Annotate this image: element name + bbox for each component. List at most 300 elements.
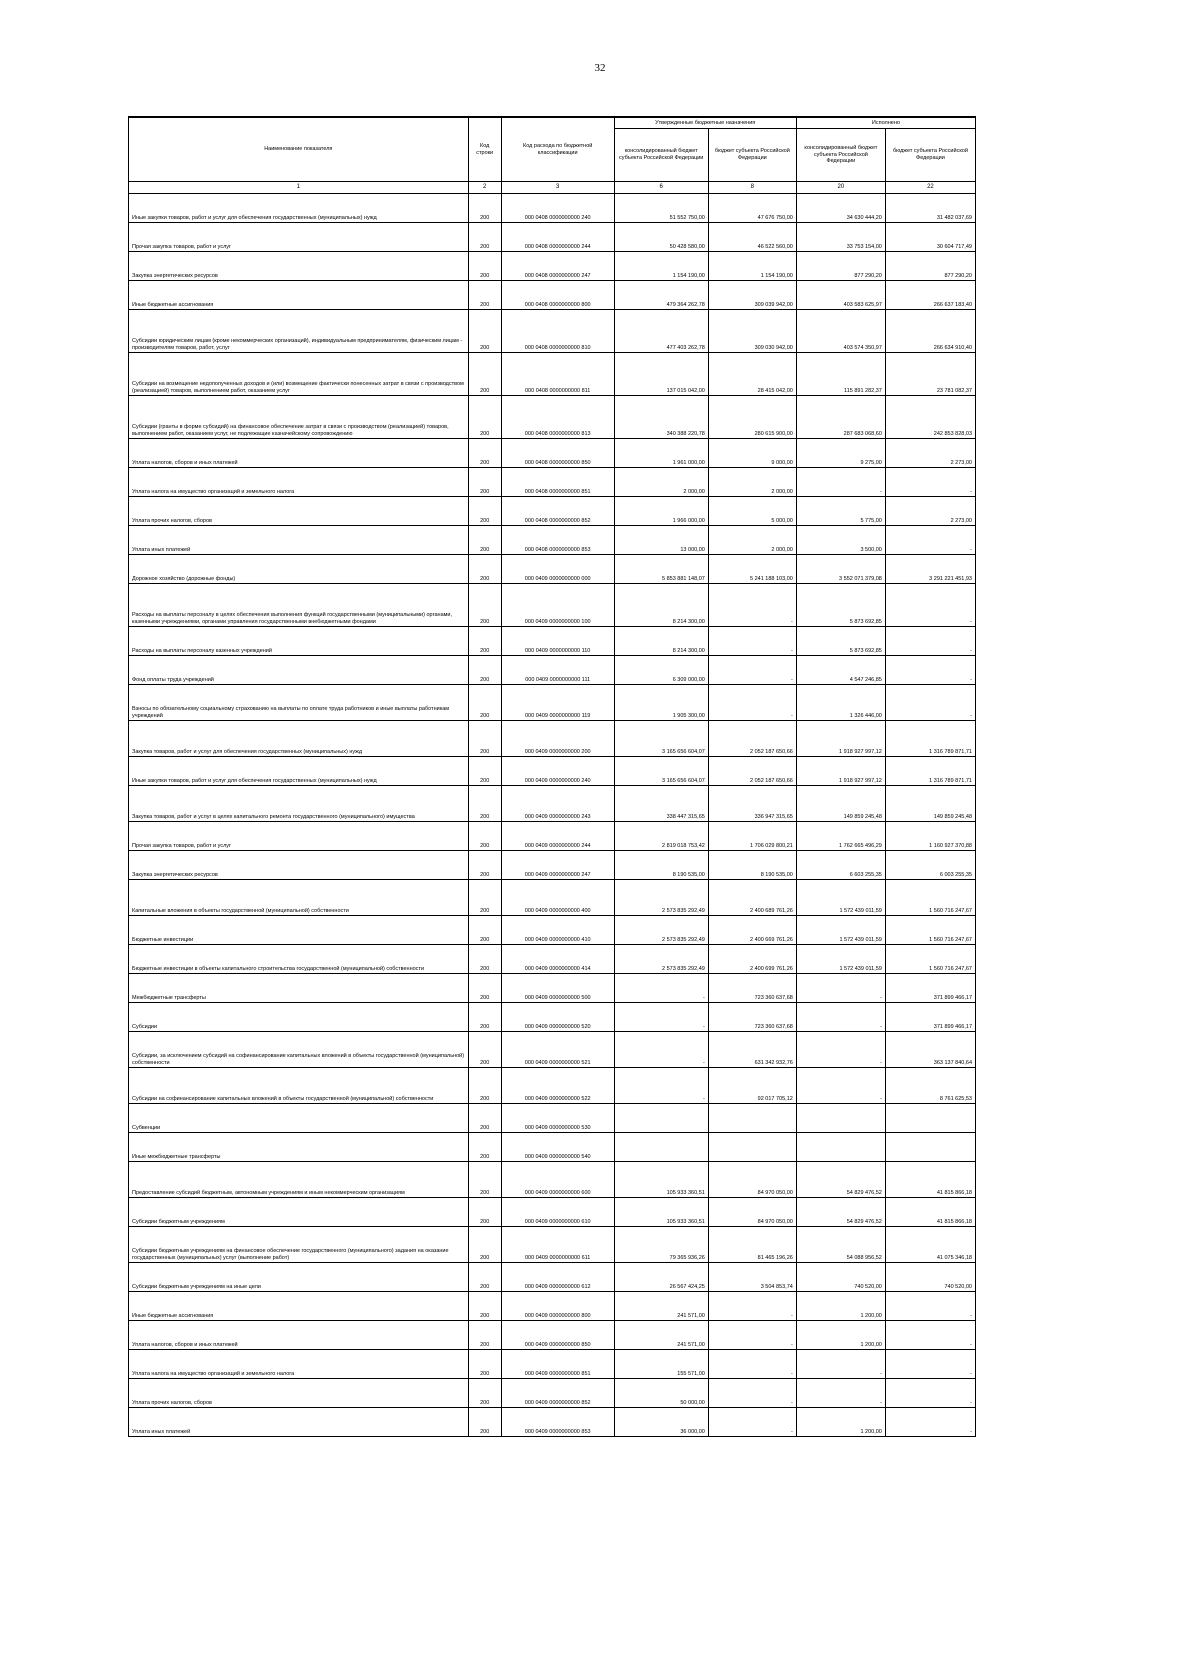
row-name-cell — [129, 194, 469, 223]
approved-regional-value: - — [708, 685, 796, 721]
row-kbk: 000 0409 0000000000 247 — [501, 851, 614, 880]
table-row — [129, 1292, 976, 1321]
header-approved-regional: бюджет субъекта Российской Федерации — [708, 129, 796, 182]
approved-regional-value: 280 615 900,00 — [708, 396, 796, 439]
row-code: 200 — [468, 851, 501, 880]
row-kbk: 000 0409 0000000000 240 — [501, 757, 614, 786]
executed-regional-value: - — [885, 1321, 975, 1350]
row-code: 200 — [468, 721, 501, 757]
approved-consolidated-value: 241 571,00 — [614, 1321, 708, 1350]
row-code: 200 — [468, 1003, 501, 1032]
approved-regional-value: 2 400 699 761,26 — [708, 945, 796, 974]
row-code: 200 — [468, 786, 501, 822]
row-code: 200 — [468, 1321, 501, 1350]
row-kbk: 000 0409 0000000000 530 — [501, 1104, 614, 1133]
row-name-cell — [129, 627, 469, 656]
table-row — [129, 1068, 976, 1104]
executed-consolidated-value: - — [796, 974, 885, 1003]
row-kbk: 000 0409 0000000000 540 — [501, 1133, 614, 1162]
approved-consolidated-value: 241 571,00 — [614, 1292, 708, 1321]
row-name: Расходы на выплаты персоналу в целях обеспечения выполнения функций государственными (муниципальными) органами, казенными учреждениями, органами управления государственными внебюджетными фондами — [132, 612, 453, 626]
row-kbk: 000 0408 0000000000 853 — [501, 526, 614, 555]
row-name: Расходы на выплаты персоналу казенных учреждений — [132, 648, 272, 655]
row-name: Уплата иных платежей — [132, 1429, 191, 1436]
approved-consolidated-value: 105 933 360,51 — [614, 1162, 708, 1198]
header-name: Наименование показателя — [129, 117, 469, 182]
row-name-cell — [129, 497, 469, 526]
row-name: Межбюджетные трансферты — [132, 995, 206, 1002]
table-body — [129, 194, 976, 1437]
table-row — [129, 721, 976, 757]
table-row — [129, 1198, 976, 1227]
approved-consolidated-value: 51 552 750,00 — [614, 194, 708, 223]
approved-consolidated-value: 2 573 835 292,49 — [614, 880, 708, 916]
row-name: Субвенции — [132, 1125, 161, 1132]
approved-regional-value: 9 000,00 — [708, 439, 796, 468]
row-code: 200 — [468, 656, 501, 685]
column-number: 3 — [501, 182, 614, 194]
row-name: Субсидии на софинансирование капитальных вложений в объекты государственной (муниципальной) собственности — [132, 1096, 434, 1103]
executed-consolidated-value: 1 762 665 496,29 — [796, 822, 885, 851]
executed-regional-value: 31 482 037,69 — [885, 194, 975, 223]
header-executed-consolidated: консолидированный бюджет субъекта Российской Федерации — [796, 129, 885, 182]
row-name: Иные бюджетные ассигнования — [132, 1313, 214, 1320]
row-code: 200 — [468, 439, 501, 468]
approved-consolidated-value: 8 214 300,00 — [614, 584, 708, 627]
row-kbk: 000 0409 0000000000 851 — [501, 1350, 614, 1379]
row-name-cell — [129, 584, 469, 627]
approved-regional-value: - — [708, 1321, 796, 1350]
row-code: 200 — [468, 1292, 501, 1321]
approved-consolidated-value: 2 573 835 292,49 — [614, 945, 708, 974]
executed-regional-value: 8 761 625,53 — [885, 1068, 975, 1104]
executed-regional-value: 41 075 346,18 — [885, 1227, 975, 1263]
executed-consolidated-value: 33 753 154,00 — [796, 223, 885, 252]
header-kbk: Код расхода по бюджетной классификации — [501, 117, 614, 182]
approved-regional-value: 336 947 315,65 — [708, 786, 796, 822]
row-kbk: 000 0408 0000000000 800 — [501, 281, 614, 310]
executed-regional-value: - — [885, 526, 975, 555]
approved-consolidated-value: 8 214 300,00 — [614, 627, 708, 656]
approved-consolidated-value: 3 165 656 604,07 — [614, 757, 708, 786]
row-name-cell — [129, 1068, 469, 1104]
approved-consolidated-value: 5 853 881 148,07 — [614, 555, 708, 584]
table-row — [129, 822, 976, 851]
budget-execution-table — [128, 116, 976, 1437]
executed-consolidated-value: 54 088 956,52 — [796, 1227, 885, 1263]
table-row — [129, 1263, 976, 1292]
row-name: Фонд оплаты труда учреждений — [132, 677, 214, 684]
row-code: 200 — [468, 1227, 501, 1263]
row-name: Бюджетные инвестиции — [132, 937, 194, 944]
column-number: 20 — [796, 182, 885, 194]
approved-regional-value: - — [708, 1379, 796, 1408]
row-name: Уплата прочих налогов, сборов — [132, 518, 212, 525]
approved-consolidated-value: 1 154 190,00 — [614, 252, 708, 281]
row-name: Субсидии, за исключением субсидий на софинансирование капитальных вложений в объекты государственной (муниципальной) собственности — [132, 1053, 465, 1067]
row-code: 200 — [468, 194, 501, 223]
executed-regional-value: - — [885, 584, 975, 627]
approved-regional-value: 3 504 853,74 — [708, 1263, 796, 1292]
row-name: Уплата налогов, сборов и иных платежей — [132, 460, 238, 467]
row-kbk: 000 0409 0000000000 610 — [501, 1198, 614, 1227]
table-row — [129, 497, 976, 526]
row-name: Уплата иных платежей — [132, 547, 191, 554]
row-name: Закупка энергетических ресурсов — [132, 872, 218, 879]
table-row — [129, 396, 976, 439]
row-name: Капитальные вложения в объекты государственной (муниципальной) собственности — [132, 908, 349, 915]
row-code: 200 — [468, 1104, 501, 1133]
executed-regional-value: 3 291 221 451,93 — [885, 555, 975, 584]
column-number: 8 — [708, 182, 796, 194]
approved-consolidated-value: 3 165 656 604,07 — [614, 721, 708, 757]
executed-consolidated-value: 5 873 692,85 — [796, 627, 885, 656]
row-name-cell — [129, 1350, 469, 1379]
row-name: Субсидии юридическим лицам (кроме некоммерческих организаций), индивидуальным предпринимателям, физическим лицам - производителям товаров, работ, услуг — [132, 338, 463, 352]
table-row — [129, 584, 976, 627]
row-kbk: 000 0409 0000000000 100 — [501, 584, 614, 627]
row-name-cell — [129, 468, 469, 497]
column-number: 2 — [468, 182, 501, 194]
table-row — [129, 974, 976, 1003]
table-row — [129, 880, 976, 916]
executed-regional-value: 2 273,00 — [885, 497, 975, 526]
executed-consolidated-value: 3 552 071 379,08 — [796, 555, 885, 584]
row-name: Иные бюджетные ассигнования — [132, 302, 214, 309]
approved-consolidated-value: 6 309 000,00 — [614, 656, 708, 685]
row-code: 200 — [468, 223, 501, 252]
executed-consolidated-value: 1 572 439 011,59 — [796, 916, 885, 945]
column-number: 6 — [614, 182, 708, 194]
row-code: 200 — [468, 1263, 501, 1292]
executed-consolidated-value: 54 829 476,52 — [796, 1198, 885, 1227]
executed-regional-value: 363 137 840,64 — [885, 1032, 975, 1068]
header-executed-group: Исполнено — [796, 117, 975, 129]
row-name-cell — [129, 757, 469, 786]
executed-consolidated-value: 1 200,00 — [796, 1292, 885, 1321]
row-name-cell — [129, 1321, 469, 1350]
table-row — [129, 1350, 976, 1379]
executed-consolidated-value: 9 275,00 — [796, 439, 885, 468]
row-kbk: 000 0408 0000000000 852 — [501, 497, 614, 526]
row-kbk: 000 0408 0000000000 244 — [501, 223, 614, 252]
executed-consolidated-value: - — [796, 1003, 885, 1032]
approved-regional-value — [708, 1133, 796, 1162]
executed-consolidated-value: - — [796, 468, 885, 497]
approved-regional-value: 631 342 932,76 — [708, 1032, 796, 1068]
approved-consolidated-value: 13 000,00 — [614, 526, 708, 555]
executed-consolidated-value: 34 630 444,20 — [796, 194, 885, 223]
row-code: 200 — [468, 353, 501, 396]
row-name: Субсидии (гранты в форме субсидий) на финансовое обеспечение затрат в связи с производством (реализацией) товаров, выполнением работ, оказанием услуг, не подлежащие казначейскому сопровождению — [132, 424, 449, 438]
approved-consolidated-value: 50 000,00 — [614, 1379, 708, 1408]
approved-regional-value: - — [708, 1292, 796, 1321]
approved-consolidated-value: - — [614, 974, 708, 1003]
row-code: 200 — [468, 1408, 501, 1437]
row-code: 200 — [468, 252, 501, 281]
table-row — [129, 656, 976, 685]
executed-consolidated-value: 1 572 439 011,59 — [796, 945, 885, 974]
row-name-cell — [129, 1198, 469, 1227]
row-name-cell — [129, 281, 469, 310]
row-kbk: 000 0409 0000000000 410 — [501, 916, 614, 945]
approved-regional-value: 2 052 187 650,66 — [708, 721, 796, 757]
row-code: 200 — [468, 310, 501, 353]
row-code: 200 — [468, 468, 501, 497]
executed-regional-value — [885, 1133, 975, 1162]
row-name-cell — [129, 555, 469, 584]
approved-consolidated-value: 26 567 424,25 — [614, 1263, 708, 1292]
approved-regional-value: - — [708, 584, 796, 627]
approved-consolidated-value: 105 933 360,51 — [614, 1198, 708, 1227]
row-kbk: 000 0408 0000000000 247 — [501, 252, 614, 281]
table-row — [129, 223, 976, 252]
row-name-cell — [129, 685, 469, 721]
row-kbk: 000 0409 0000000000 244 — [501, 822, 614, 851]
approved-regional-value: 2 400 669 761,26 — [708, 916, 796, 945]
row-code: 200 — [468, 945, 501, 974]
row-kbk: 000 0409 0000000000 500 — [501, 974, 614, 1003]
row-name: Субсидии бюджетным учреждениям на иные цели — [132, 1284, 261, 1291]
header-row-code: Код строки — [468, 117, 501, 182]
executed-regional-value: 1 560 716 247,67 — [885, 880, 975, 916]
row-name-cell — [129, 786, 469, 822]
approved-consolidated-value: - — [614, 1032, 708, 1068]
executed-consolidated-value: 877 290,20 — [796, 252, 885, 281]
table-row — [129, 1032, 976, 1068]
approved-consolidated-value: - — [614, 1068, 708, 1104]
approved-consolidated-value: 477 403 262,78 — [614, 310, 708, 353]
approved-consolidated-value: 1 961 000,00 — [614, 439, 708, 468]
executed-consolidated-value: 115 891 282,37 — [796, 353, 885, 396]
executed-regional-value: 1 560 716 247,67 — [885, 916, 975, 945]
approved-consolidated-value: 155 571,00 — [614, 1350, 708, 1379]
approved-regional-value: 84 970 050,00 — [708, 1198, 796, 1227]
approved-regional-value: 5 241 188 103,00 — [708, 555, 796, 584]
row-name: Взносы по обязательному социальному страхованию на выплаты по оплате труда работников и иные выплаты работникам учреждений — [132, 706, 450, 720]
approved-regional-value: - — [708, 627, 796, 656]
row-name: Иные закупки товаров, работ и услуг для обеспечения государственных (муниципальных) нужд — [132, 215, 377, 222]
row-code: 200 — [468, 1350, 501, 1379]
executed-regional-value: 149 859 245,48 — [885, 786, 975, 822]
row-kbk: 000 0409 0000000000 520 — [501, 1003, 614, 1032]
executed-regional-value: - — [885, 1292, 975, 1321]
row-code: 200 — [468, 757, 501, 786]
approved-regional-value: 723 360 637,68 — [708, 974, 796, 1003]
row-code: 200 — [468, 1162, 501, 1198]
row-code: 200 — [468, 880, 501, 916]
approved-consolidated-value: 1 905 300,00 — [614, 685, 708, 721]
executed-regional-value: 1 560 716 247,67 — [885, 945, 975, 974]
executed-consolidated-value: 1 200,00 — [796, 1408, 885, 1437]
row-name-cell — [129, 945, 469, 974]
approved-consolidated-value: 2 000,00 — [614, 468, 708, 497]
executed-consolidated-value: 149 859 245,48 — [796, 786, 885, 822]
table-row — [129, 281, 976, 310]
table-row — [129, 1133, 976, 1162]
row-name: Субсидии бюджетным учреждениям на финансовое обеспечение государственного (муниципального) задания на оказание государственных (муниципальных) услуг (выполнение работ) — [132, 1248, 449, 1262]
executed-regional-value: 266 634 910,40 — [885, 310, 975, 353]
table-row — [129, 685, 976, 721]
row-name: Субсидии на возмещение недополученных доходов и (или) возмещение фактически понесенных затрат в связи с производством (реализацией) товаров, выполнением работ, оказанием услуг — [132, 381, 464, 395]
table-row — [129, 1162, 976, 1198]
table-row — [129, 757, 976, 786]
table-row — [129, 1408, 976, 1437]
approved-consolidated-value: 50 428 580,00 — [614, 223, 708, 252]
executed-regional-value: 1 316 789 871,71 — [885, 721, 975, 757]
approved-regional-value: 84 970 050,00 — [708, 1162, 796, 1198]
row-kbk: 000 0408 0000000000 850 — [501, 439, 614, 468]
executed-regional-value: 877 290,20 — [885, 252, 975, 281]
executed-consolidated-value: 403 583 625,97 — [796, 281, 885, 310]
approved-consolidated-value: 137 015 042,00 — [614, 353, 708, 396]
row-code: 200 — [468, 497, 501, 526]
row-kbk: 000 0409 0000000000 850 — [501, 1321, 614, 1350]
row-name-cell — [129, 721, 469, 757]
row-name: Прочая закупка товаров, работ и услуг — [132, 244, 232, 251]
executed-regional-value: 30 604 717,49 — [885, 223, 975, 252]
executed-consolidated-value: - — [796, 1032, 885, 1068]
row-name: Иные межбюджетные трансферты — [132, 1154, 221, 1161]
row-name: Дорожное хозяйство (дорожные фонды) — [132, 576, 236, 583]
row-kbk: 000 0409 0000000000 522 — [501, 1068, 614, 1104]
approved-regional-value: 2 000,00 — [708, 468, 796, 497]
row-name-cell — [129, 526, 469, 555]
executed-regional-value: 23 781 082,37 — [885, 353, 975, 396]
approved-regional-value: 1 706 029 800,21 — [708, 822, 796, 851]
executed-consolidated-value: 287 683 068,60 — [796, 396, 885, 439]
row-kbk: 000 0409 0000000000 611 — [501, 1227, 614, 1263]
table-row — [129, 945, 976, 974]
table-row — [129, 310, 976, 353]
executed-consolidated-value: 5 873 692,85 — [796, 584, 885, 627]
executed-consolidated-value — [796, 1104, 885, 1133]
approved-regional-value: 309 030 942,00 — [708, 310, 796, 353]
row-code: 200 — [468, 974, 501, 1003]
row-name-cell — [129, 1133, 469, 1162]
column-number: 1 — [129, 182, 469, 194]
row-name-cell — [129, 1292, 469, 1321]
table-row — [129, 526, 976, 555]
row-kbk: 000 0408 0000000000 851 — [501, 468, 614, 497]
row-name-cell — [129, 396, 469, 439]
approved-regional-value: 92 017 705,12 — [708, 1068, 796, 1104]
row-name-cell — [129, 880, 469, 916]
executed-consolidated-value: - — [796, 1350, 885, 1379]
approved-regional-value — [708, 1104, 796, 1133]
row-name-cell — [129, 353, 469, 396]
approved-consolidated-value: 36 000,00 — [614, 1408, 708, 1437]
approved-regional-value: 8 190 535,00 — [708, 851, 796, 880]
executed-regional-value: 740 520,00 — [885, 1263, 975, 1292]
executed-regional-value: 371 899 466,17 — [885, 1003, 975, 1032]
row-name-cell — [129, 1379, 469, 1408]
executed-consolidated-value: - — [796, 1379, 885, 1408]
row-kbk: 000 0409 0000000000 000 — [501, 555, 614, 584]
row-kbk: 000 0409 0000000000 600 — [501, 1162, 614, 1198]
table-row — [129, 627, 976, 656]
approved-regional-value: 309 039 942,00 — [708, 281, 796, 310]
row-code: 200 — [468, 1198, 501, 1227]
executed-consolidated-value: 1 326 446,00 — [796, 685, 885, 721]
executed-regional-value: 1 160 927 370,88 — [885, 822, 975, 851]
executed-regional-value: 6 003 255,35 — [885, 851, 975, 880]
approved-consolidated-value: 2 819 018 753,42 — [614, 822, 708, 851]
row-kbk: 000 0409 0000000000 521 — [501, 1032, 614, 1068]
row-name-cell — [129, 822, 469, 851]
approved-consolidated-value — [614, 1133, 708, 1162]
table-row — [129, 353, 976, 396]
approved-regional-value: 2 000,00 — [708, 526, 796, 555]
executed-consolidated-value: 3 500,00 — [796, 526, 885, 555]
table-row — [129, 252, 976, 281]
row-name: Закупка энергетических ресурсов — [132, 273, 218, 280]
row-code: 200 — [468, 1068, 501, 1104]
executed-regional-value: 41 815 866,18 — [885, 1198, 975, 1227]
row-name-cell — [129, 310, 469, 353]
row-name-cell — [129, 1032, 469, 1068]
approved-consolidated-value: 479 364 262,78 — [614, 281, 708, 310]
row-code: 200 — [468, 1133, 501, 1162]
row-name-cell — [129, 851, 469, 880]
approved-regional-value: 2 052 187 650,66 — [708, 757, 796, 786]
row-name: Уплата прочих налогов, сборов — [132, 1400, 212, 1407]
header-executed-regional: бюджет субъекта Российской Федерации — [885, 129, 975, 182]
approved-regional-value: 81 465 196,26 — [708, 1227, 796, 1263]
table-row — [129, 851, 976, 880]
executed-regional-value: 371 899 466,17 — [885, 974, 975, 1003]
row-name-cell — [129, 252, 469, 281]
executed-regional-value: 1 316 789 871,71 — [885, 757, 975, 786]
executed-consolidated-value: 1 572 439 011,59 — [796, 880, 885, 916]
row-name-cell — [129, 1003, 469, 1032]
header-approved-consolidated: консолидированный бюджет субъекта Российской Федерации — [614, 129, 708, 182]
executed-consolidated-value: 403 574 350,97 — [796, 310, 885, 353]
row-name: Уплата налога на имущество организаций и земельного налога — [132, 489, 295, 496]
row-code: 200 — [468, 526, 501, 555]
row-code: 200 — [468, 584, 501, 627]
column-number: 22 — [885, 182, 975, 194]
executed-consolidated-value: 54 829 476,52 — [796, 1162, 885, 1198]
row-name-cell — [129, 1104, 469, 1133]
row-kbk: 000 0409 0000000000 612 — [501, 1263, 614, 1292]
approved-consolidated-value — [614, 1104, 708, 1133]
table-row — [129, 916, 976, 945]
row-code: 200 — [468, 555, 501, 584]
row-name-cell — [129, 656, 469, 685]
approved-consolidated-value: - — [614, 1003, 708, 1032]
row-kbk: 000 0409 0000000000 111 — [501, 656, 614, 685]
executed-consolidated-value — [796, 1133, 885, 1162]
row-kbk: 000 0408 0000000000 813 — [501, 396, 614, 439]
row-code: 200 — [468, 1032, 501, 1068]
row-name: Субсидии бюджетным учреждениям — [132, 1219, 225, 1226]
row-kbk: 000 0408 0000000000 240 — [501, 194, 614, 223]
executed-regional-value: - — [885, 1350, 975, 1379]
row-code: 200 — [468, 822, 501, 851]
row-kbk: 000 0409 0000000000 200 — [501, 721, 614, 757]
table-row — [129, 786, 976, 822]
approved-regional-value: 5 000,00 — [708, 497, 796, 526]
approved-regional-value: - — [708, 1350, 796, 1379]
approved-consolidated-value: 338 447 315,65 — [614, 786, 708, 822]
row-name-cell — [129, 1263, 469, 1292]
approved-regional-value: 1 154 190,00 — [708, 252, 796, 281]
header-approved-group: Утвержденные бюджетные назначения — [614, 117, 796, 129]
table-row — [129, 1104, 976, 1133]
row-name-cell — [129, 1408, 469, 1437]
executed-regional-value: - — [885, 656, 975, 685]
